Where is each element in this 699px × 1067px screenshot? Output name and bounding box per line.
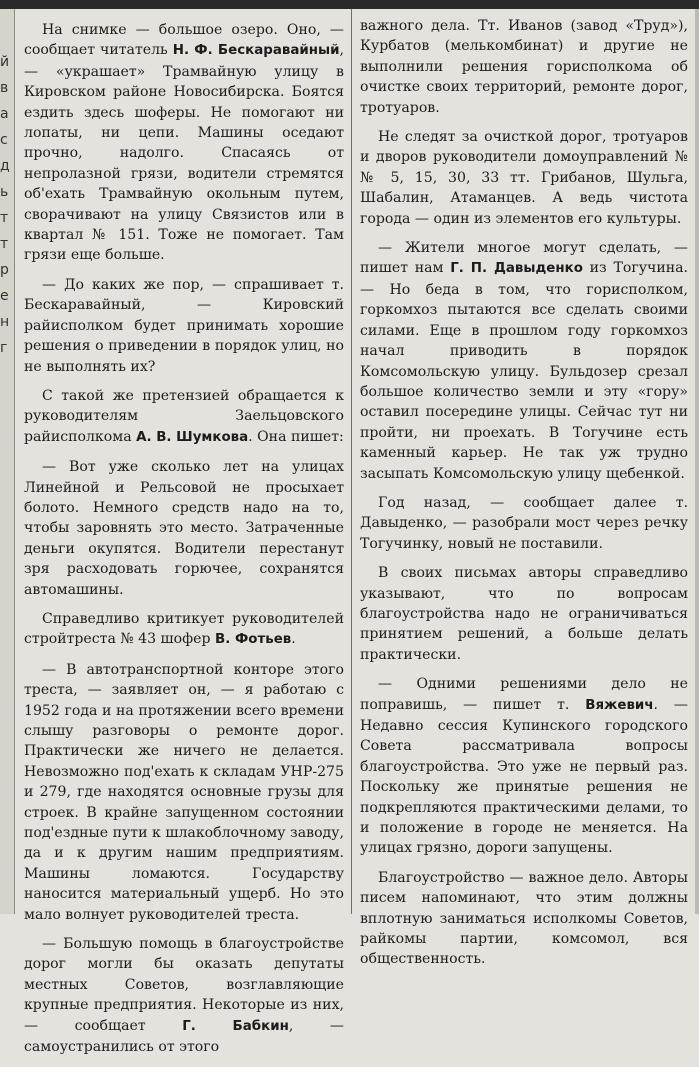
author-name: Вяжевич [585, 697, 654, 713]
paragraph-text: из Тогучина. — Но беда в том, что горисполком, горкомхоз пытаются все сделать своими силами. Еще в прошлом году горкомхоз начал приводить в порядок Комсомольскую улицу. Бульдозер срезал большое количество земли и эту «гору» оставил посередине улицы. Сейчас тут ни пройти, ни проехать. В Тогучине есть каменный карьер. Не так уж трудно засыпать Комсомольскую улицу щебенкой. [360, 260, 689, 482]
author-name: В. Фотьев [215, 632, 292, 648]
paragraph-text: . Она пишет: [248, 428, 344, 445]
margin-letter: ь [0, 184, 9, 200]
margin-letter: й [0, 54, 10, 70]
paragraph [24, 660, 344, 925]
paragraph-text: Не следят за очисткой дорог, тротуаров и дворов руководители домоуправлений №№ 5, 15, 30, 33 тт. Грибанов, Шульга, Шабалин, Атаманцев. А ведь чистота города — один из элементов его культуры. [360, 129, 688, 227]
margin-letter: г [0, 340, 8, 356]
paragraph-text: . — Недавно сессия Купинского городского Совета рассматривала вопросы благоустройства. Это уже не первый раз. Поскольку же принятые решения не подкрепляются практическими делами, то и положение в городе не меняется. На улицах грязно, дороги запущены. [360, 696, 688, 857]
margin-letter: н [0, 314, 10, 330]
paragraph [360, 868, 688, 970]
paragraph-text: важного дела. Тт. Иванов (завод «Труд»), Курбатов (мелькомбинат) и другие не выполнили решения горисполкома об очистке своих территорий, ремонте дорог, тротуаров. [360, 18, 688, 116]
paragraph-text: — Одними решениями дело не поправишь, — пишет т. [360, 676, 688, 713]
margin-letter: т [0, 210, 9, 226]
paragraph-text: — Большую помощь в благоустройстве дорог могли бы оказать депутаты местных Советов, возглавляющие крупные предприятия. Некоторые из них, — сообщает [24, 936, 344, 1034]
column-divider [351, 9, 352, 914]
paragraph-text: На снимке — большое озеро. Оно, — сообщает читатель [24, 22, 344, 59]
paragraph-text: — В автотранспортной конторе этого треста, — заявляет он, — я работаю с 1952 года и на протяжении всего времени слышу разговоры о ремонте дорог. Практически же ничего не делается. Невозможно под'ехать к складам УНР-275 и 279, где находятся основные грузы для строек. В крайне запущенном состоянии под'ездные пути к шлакоблочному заводу, да и к другим нашим предприятиям. Машины ломаются. Государству наносится материальный ущерб. Но это мало волнует руководителей треста. [24, 661, 344, 923]
paragraph-text: В своих письмах авторы справедливо указывают, что по вопросам благоустройства надо не ограничиваться принятием решений, а больше делать практически. [360, 565, 688, 663]
author-name: Г. Бабкин [182, 1018, 289, 1034]
paragraph-text: Благоустройство — важное дело. Авторы писем напоминают, что этим должны вплотную заниматься исполкомы Советов, райкомы партии, комсомол, вся общественность. [360, 869, 688, 968]
margin-letter: р [0, 262, 9, 278]
paragraph [24, 20, 344, 266]
paragraph-text: С такой же претензией обращается к руководителям Заельцовского райисполкома [24, 387, 344, 445]
article-column-right [360, 16, 688, 979]
paragraph-text: Год назад, — сообщает далее т. Давыденко, — разобрали мост через речку Тогучинку, новый не поставили. [360, 494, 688, 552]
margin-letter: в [0, 80, 9, 96]
paragraph [360, 563, 688, 665]
paragraph [24, 275, 344, 377]
paragraph-text: Справедливо критикует руководителей стройтреста № 43 шофер [24, 610, 344, 648]
paragraph [360, 238, 688, 484]
paragraph [360, 493, 688, 554]
article-column-left [24, 20, 344, 1067]
author-name: Г. П. Давыденко [450, 261, 583, 277]
margin-letter: е [0, 288, 9, 304]
margin-letter: а [0, 106, 9, 122]
author-name: Н. Ф. Бескаравайный [172, 43, 340, 59]
right-margin-strip [695, 9, 699, 914]
paragraph [24, 386, 344, 448]
paragraph [360, 127, 688, 229]
top-border [0, 0, 699, 9]
paragraph [24, 934, 344, 1057]
margin-letter: д [0, 158, 10, 174]
paragraph [24, 457, 344, 600]
paragraph-text: — Жители многое могут сделать, — пишет нам [360, 240, 688, 277]
paragraph-text: — Вот уже сколько лет на улицах Линейной и Рельсовой не просыхает болото. Немного средств надо на то, чтобы заровнять это место. Затраченные деньги окупятся. Водители перестанут зря расходовать горючее, сохранятся автомашины. [24, 459, 344, 598]
paragraph-text: , — самоустранились от этого [24, 1017, 344, 1056]
paragraph [24, 609, 344, 651]
margin-letter: т [0, 236, 9, 252]
margin-letters [0, 49, 12, 361]
margin-letter: с [0, 132, 8, 148]
paragraph [360, 674, 688, 859]
paragraph-text: . [291, 631, 296, 648]
left-margin-strip [0, 9, 15, 914]
paragraph-text: , — «украшает» Трамвайную улицу в Кировском районе Новосибирска. Боятся ездить здесь шоферы. Не помогают ни лопаты, ни цепи. Машины оседают прочно, надолго. Спасаясь от непролазной грязи, водители стремятся об'ехать Трамвайную окольным путем, сворачивают на улицу Связистов или в квартал № 151. Тоже не помогает. Там грязи еще больше. [24, 42, 344, 264]
author-name: А. В. Шумкова [136, 429, 249, 445]
paragraph-text: — До каких же пор, — спрашивает т. Бескаравайный, — Кировский райисполком будет принимать хорошие решения о приведении в порядок улиц, но не выполнять их? [24, 276, 344, 375]
paragraph [360, 16, 688, 118]
